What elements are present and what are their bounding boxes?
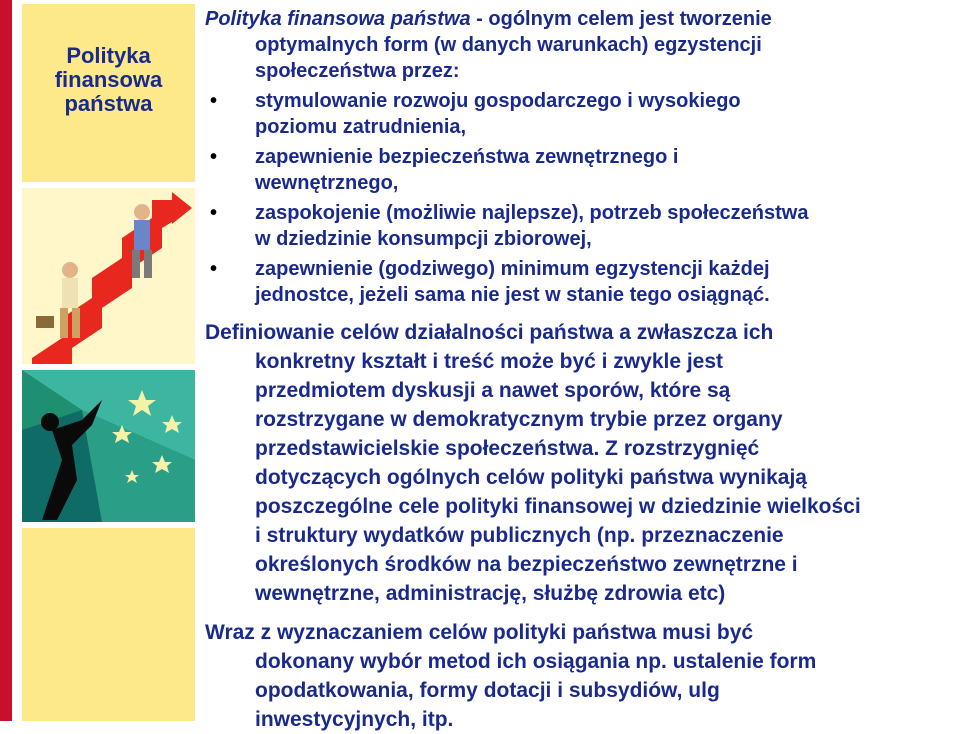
list-item: • zapewnienie bezpieczeństwa zewnętrznego i wewnętrznego,	[210, 146, 679, 194]
sidebar-title-box	[22, 4, 195, 182]
stars-figure-illustration	[22, 370, 195, 522]
definition-paragraph: Definiowanie celów działalności państwa a zwłaszcza ich konkretny kształt i treść może być i zwykle jest przedmiotem dyskusji a nawet sporów, które są rozstrzygane w demokratycznym trybie przez organy przedstawicielskie społeczeństwa. Z rozstrzygnięć dotyczących ogólnych celów polityki państwa wynikają poszczególne cele polityki finansowej w dziedzinie wielkości i struktury wydatków publicznych (np. przeznaczenie określonych środków na bezpieczeństwo zewnętrzne i wewnętrzne, administrację, służbę zdrowia etc)	[205, 321, 861, 605]
intro-paragraph	[205, 6, 960, 84]
sidebar	[20, 0, 195, 721]
intro-line-2: optymalnych form (w danych warunkach) egzystencji	[255, 34, 762, 56]
intro-rest: - ogólnym celem jest tworzenie	[470, 8, 772, 30]
methods-paragraph: Wraz z wyznaczaniem celów polityki państwa musi być dokonany wybór metod ich osiągania np. ustalenie form opodatkowania, formy dotacji i subsydiów, ulg inwestycyjnych, itp.	[205, 621, 817, 731]
list-item: • zaspokojenie (możliwie najlepsze), potrzeb społeczeństwa w dziedzinie konsumpcji zbiorowej,	[210, 202, 809, 250]
sidebar-title: Polityka finansowa państwa	[54, 43, 163, 116]
clipart-growth-stairs	[22, 188, 195, 364]
sidebar-bottom-box	[22, 528, 195, 721]
intro-line-3: społeczeństwa przez:	[255, 60, 460, 82]
goals-list	[205, 88, 960, 308]
list-item: • stymulowanie rozwoju gospodarczego i wysokiego poziomu zatrudnienia,	[210, 90, 741, 138]
intro-lead: Polityka finansowa państwa	[205, 8, 471, 30]
clipart-reaching-stars	[22, 370, 195, 522]
list-item: • zapewnienie (godziwego) minimum egzystencji każdej jednostce, jeżeli sama nie jest w stanie tego osiągnąć.	[210, 258, 770, 306]
main-content	[205, 6, 960, 734]
left-red-bar	[0, 0, 12, 721]
growth-stairs-illustration	[22, 188, 195, 364]
